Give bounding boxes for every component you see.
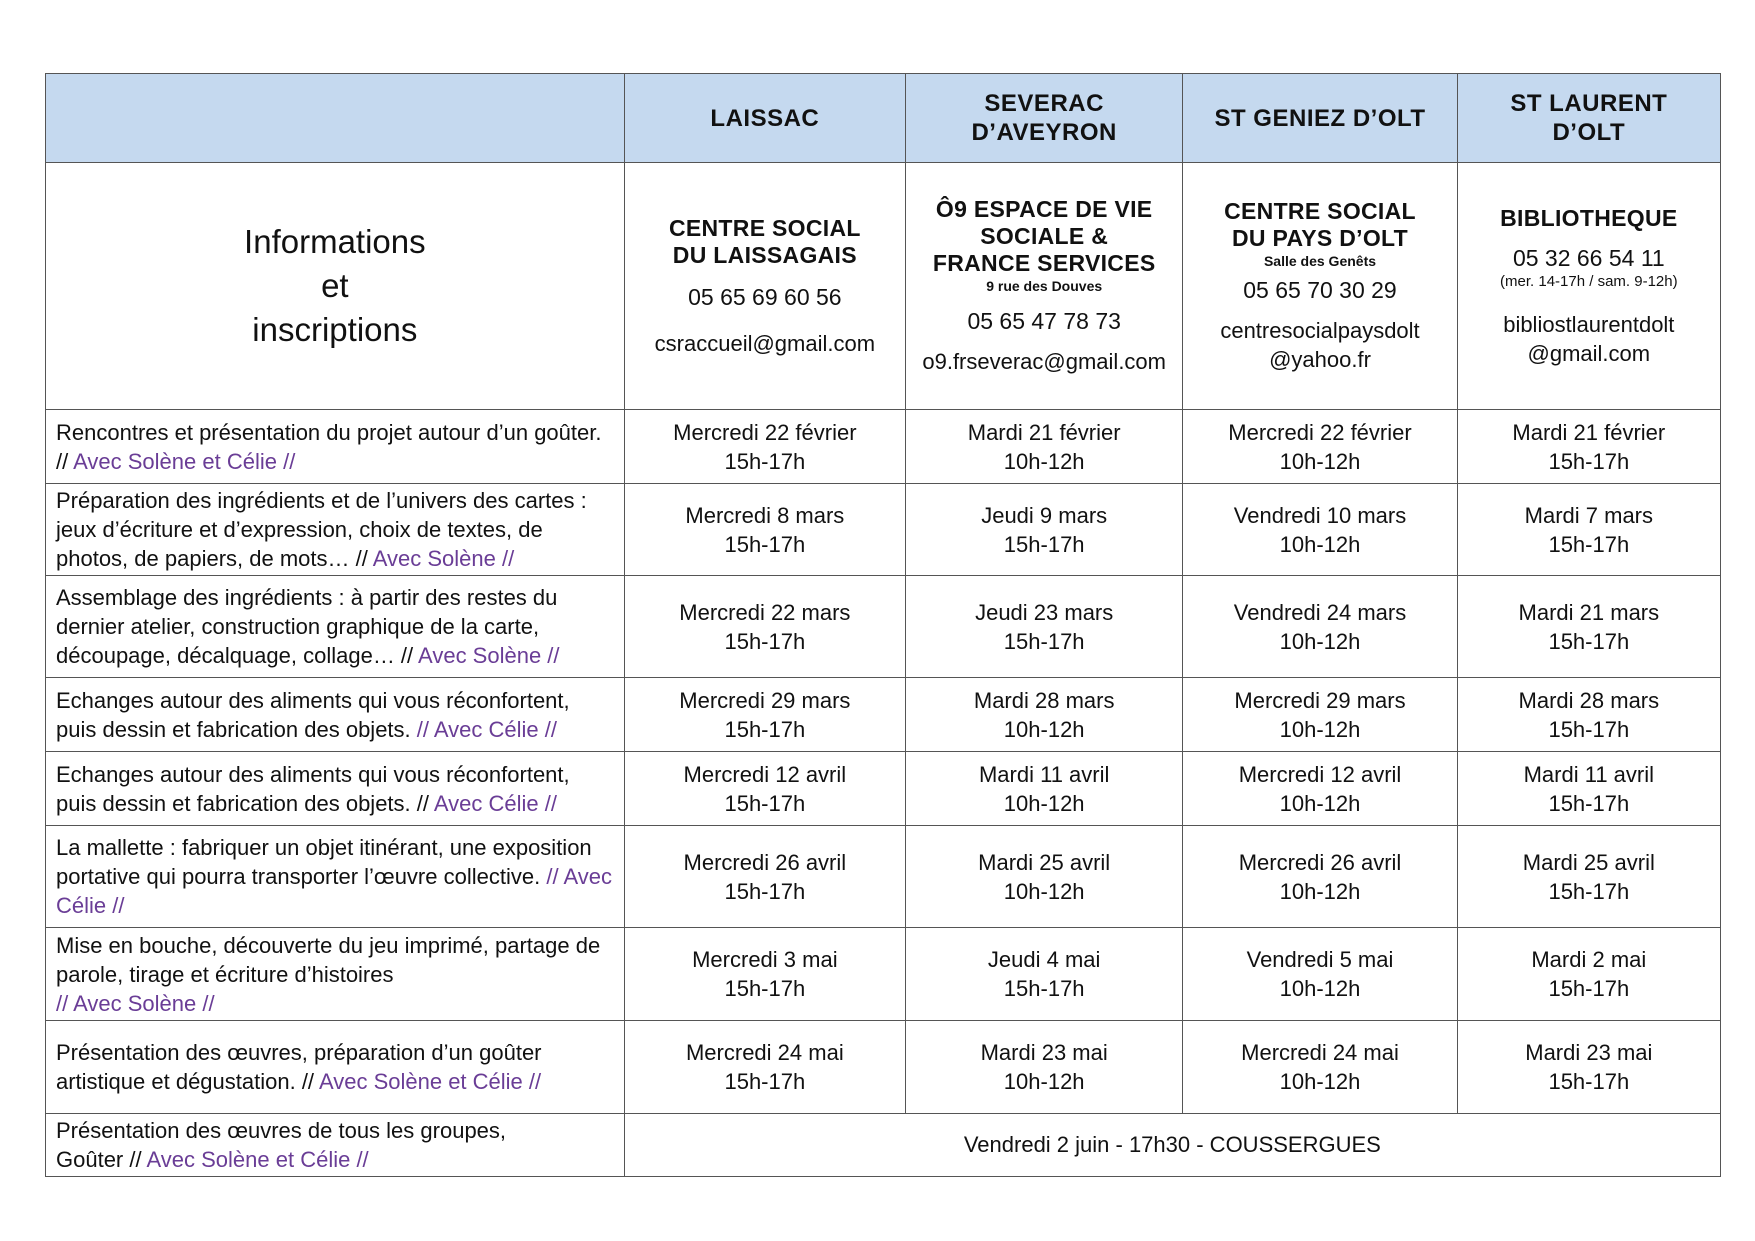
date-laissac: Mercredi 12 avril 15h-17h (624, 752, 905, 826)
date-st-geniez: Vendredi 24 mars 10h-12h (1183, 576, 1457, 678)
activity-cell: Préparation des ingrédients et de l’univers des cartes : jeux d’écriture et d’expression, choix de textes, de photos, de papiers, de mots… // Avec Solène // (46, 484, 625, 576)
site-name: Ô9 ESPACE DE VIE SOCIALE & FRANCE SERVICES (932, 196, 1156, 276)
site-phone: 05 65 70 30 29 (1243, 277, 1397, 303)
activity-cell: Echanges autour des aliments qui vous réconfortent, puis dessin et fabrication des objets. // Avec Célie // (46, 678, 625, 752)
date-laissac: Mercredi 22 février 15h-17h (624, 410, 905, 484)
date-severac: Mardi 21 février 10h-12h (906, 410, 1183, 484)
date-st-laurent: Mardi 21 mars 15h-17h (1457, 576, 1720, 678)
activity-cell: Mise en bouche, découverte du jeu imprimé, partage de parole, tirage et écriture d’histoires // Avec Solène // (46, 928, 625, 1021)
header-laissac: LAISSAC (624, 74, 905, 163)
date-severac: Jeudi 4 mai 15h-17h (906, 928, 1183, 1021)
date-severac: Mardi 28 mars 10h-12h (906, 678, 1183, 752)
date-st-laurent: Mardi 7 mars 15h-17h (1457, 484, 1720, 576)
header-row (46, 74, 1721, 163)
table-row (46, 484, 1721, 576)
table-row (46, 1021, 1721, 1114)
date-st-laurent: Mardi 25 avril 15h-17h (1457, 826, 1720, 928)
date-st-laurent: Mardi 28 mars 15h-17h (1457, 678, 1720, 752)
date-st-laurent: Mardi 11 avril 15h-17h (1457, 752, 1720, 826)
site-phone: 05 65 47 78 73 (967, 308, 1121, 334)
header-cell-empty (46, 74, 625, 163)
date-laissac: Mercredi 22 mars 15h-17h (624, 576, 905, 678)
date-st-geniez: Mercredi 26 avril 10h-12h (1183, 826, 1457, 928)
table-row (46, 576, 1721, 678)
site-st-geniez (1183, 163, 1457, 410)
schedule-table (45, 73, 1721, 1177)
site-address: 9 rue des Douves (986, 278, 1103, 294)
site-phone: 05 65 69 60 56 (688, 283, 842, 310)
date-laissac: Mercredi 26 avril 15h-17h (624, 826, 905, 928)
date-st-geniez: Vendredi 10 mars 10h-12h (1183, 484, 1457, 576)
activity-cell: Rencontres et présentation du projet autour d’un goûter. // Avec Solène et Célie // (46, 410, 625, 484)
table-row (46, 928, 1721, 1021)
site-name: BIBLIOTHEQUE (1500, 204, 1678, 231)
final-activity-cell: Présentation des œuvres de tous les groupes, Goûter // Avec Solène et Célie // (46, 1114, 625, 1177)
site-email[interactable]: bibliostlaurentdolt @gmail.com (1503, 311, 1675, 366)
activity-cell: La mallette : fabriquer un objet itinérant, une exposition portative qui pourra transporter l’œuvre collective. // Avec Célie // (46, 826, 625, 928)
site-phone: 05 32 66 54 11 (1512, 244, 1665, 271)
table-row (46, 410, 1721, 484)
date-st-geniez: Vendredi 5 mai 10h-12h (1183, 928, 1457, 1021)
info-row (46, 163, 1721, 410)
activity-cell: Présentation des œuvres, préparation d’un goûter artistique et dégustation. // Avec Solène et Célie // (46, 1021, 625, 1114)
date-st-laurent: Mardi 2 mai 15h-17h (1457, 928, 1720, 1021)
date-st-geniez: Mercredi 24 mai 10h-12h (1183, 1021, 1457, 1114)
date-severac: Mardi 25 avril 10h-12h (906, 826, 1183, 928)
site-name: CENTRE SOCIAL DU LAISSAGAIS (668, 214, 861, 268)
site-email[interactable]: o9.frseverac@gmail.com (922, 349, 1166, 374)
site-severac (906, 163, 1183, 410)
date-laissac: Mercredi 8 mars 15h-17h (624, 484, 905, 576)
date-st-geniez: Mercredi 29 mars 10h-12h (1183, 678, 1457, 752)
final-event: Vendredi 2 juin - 17h30 - COUSSERGUES (624, 1114, 1720, 1177)
info-title: Informations et inscriptions (244, 223, 426, 348)
header-severac: SEVERAC D’AVEYRON (906, 74, 1183, 163)
date-severac: Jeudi 23 mars 15h-17h (906, 576, 1183, 678)
date-laissac: Mercredi 29 mars 15h-17h (624, 678, 905, 752)
site-st-laurent (1457, 163, 1720, 410)
date-st-laurent: Mardi 23 mai 15h-17h (1457, 1021, 1720, 1114)
date-severac: Mardi 23 mai 10h-12h (906, 1021, 1183, 1114)
date-laissac: Mercredi 3 mai 15h-17h (624, 928, 905, 1021)
site-laissac (624, 163, 905, 410)
date-severac: Mardi 11 avril 10h-12h (906, 752, 1183, 826)
date-st-geniez: Mercredi 22 février 10h-12h (1183, 410, 1457, 484)
site-email[interactable]: csraccueil@gmail.com (654, 330, 876, 356)
activity-cell: Echanges autour des aliments qui vous réconfortent, puis dessin et fabrication des objets. // Avec Célie // (46, 752, 625, 826)
site-room: Salle des Genêts (1263, 253, 1377, 269)
date-severac: Jeudi 9 mars 15h-17h (906, 484, 1183, 576)
date-laissac: Mercredi 24 mai 15h-17h (624, 1021, 905, 1114)
site-hours: (mer. 14-17h / sam. 9-12h) (1500, 272, 1678, 290)
site-email[interactable]: centresocialpaysdolt @yahoo.fr (1220, 318, 1420, 372)
site-name: CENTRE SOCIAL DU PAYS D’OLT (1224, 198, 1416, 251)
table-row (46, 752, 1721, 826)
table-row (46, 826, 1721, 928)
date-st-laurent: Mardi 21 février 15h-17h (1457, 410, 1720, 484)
info-title-cell (46, 163, 625, 410)
final-row (46, 1114, 1721, 1177)
header-st-geniez: ST GENIEZ D’OLT (1183, 74, 1457, 163)
table-row (46, 678, 1721, 752)
activity-cell: Assemblage des ingrédients : à partir des restes du dernier atelier, construction graphique de la carte, découpage, décalquage, collage… // Avec Solène // (46, 576, 625, 678)
date-st-geniez: Mercredi 12 avril 10h-12h (1183, 752, 1457, 826)
header-st-laurent: ST LAURENT D’OLT (1457, 74, 1720, 163)
